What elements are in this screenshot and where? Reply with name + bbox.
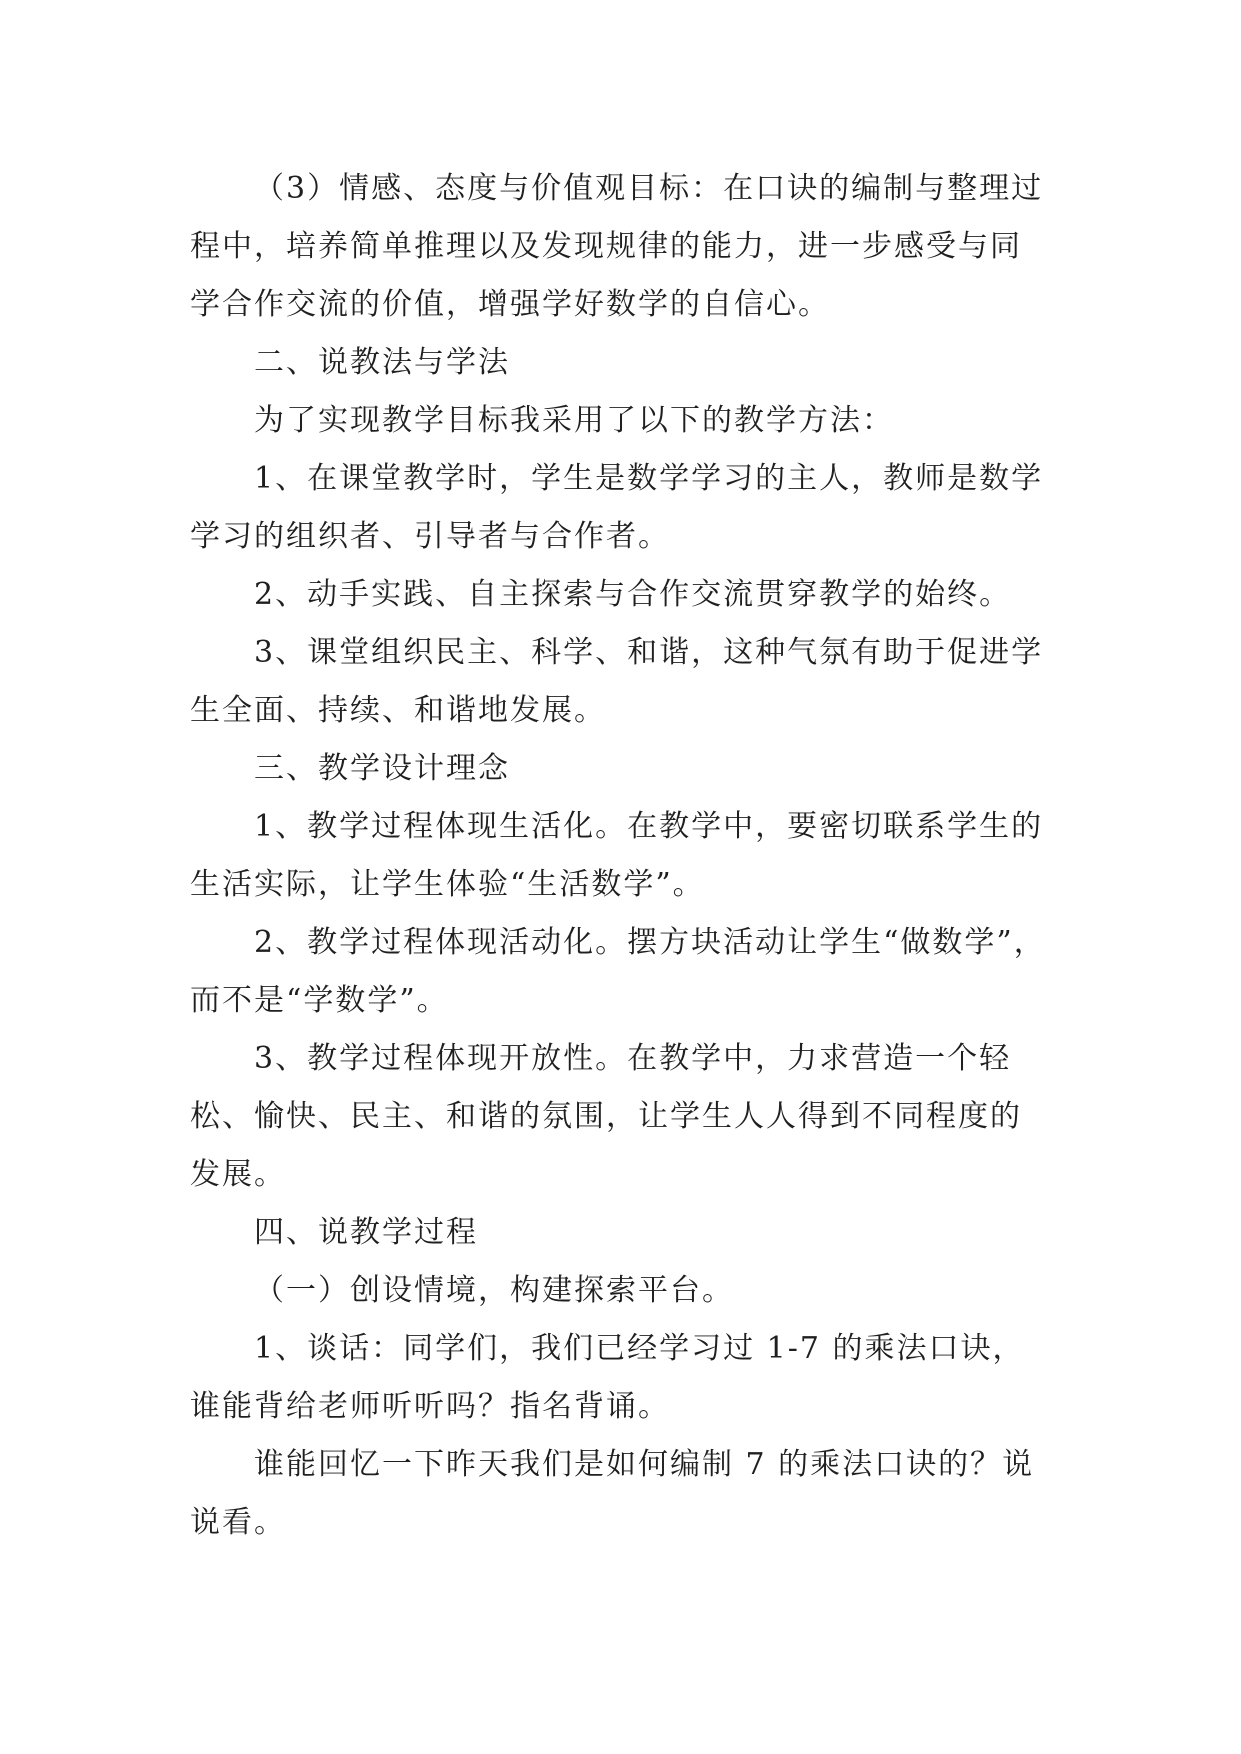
paragraph-concept-1: 1、教学过程体现生活化。在教学中，要密切联系学生的生活实际，让学生体验“生活数学”。	[190, 809, 1044, 902]
paragraph-concept-3: 3、教学过程体现开放性。在教学中，力求营造一个轻松、愉快、民主、和谐的氛围，让学生人人得到不同程度的发展。	[190, 1041, 1022, 1192]
paragraph-concept-2: 2、教学过程体现活动化。摆方块活动让学生“做数学”，而不是“学数学”。	[190, 925, 1046, 1018]
paragraph-talk: 1、谈话：同学们，我们已经学习过 1-7 的乘法口诀，谁能背给老师听听吗？指名背诵。	[190, 1331, 1025, 1424]
paragraph-method-3: 3、课堂组织民主、科学、和谐，这种气氛有助于促进学生全面、持续、和谐地发展。	[190, 635, 1044, 728]
paragraph-affective-goal: （3）情感、态度与价值观目标：在口诀的编制与整理过程中，培养简单推理以及发现规律的能力，进一步感受与同学合作交流的价值，增强学好数学的自信心。	[190, 171, 1044, 322]
subheading-create-scenario: （一）创设情境，构建探索平台。	[254, 1273, 734, 1308]
heading-design-concept: 三、教学设计理念	[254, 751, 510, 786]
paragraph-methods-intro: 为了实现教学目标我采用了以下的教学方法：	[254, 403, 894, 438]
paragraph-method-1: 1、在课堂教学时，学生是数学学习的主人，教师是数学学习的组织者、引导者与合作者。	[190, 461, 1044, 554]
heading-teaching-process: 四、说教学过程	[254, 1215, 478, 1250]
heading-teaching-methods: 二、说教法与学法	[254, 345, 510, 380]
paragraph-recall: 谁能回忆一下昨天我们是如何编制 7 的乘法口诀的？说说看。	[190, 1447, 1035, 1540]
paragraph-method-2: 2、动手实践、自主探索与合作交流贯穿教学的始终。	[254, 577, 1012, 612]
document-body	[190, 160, 1050, 1552]
